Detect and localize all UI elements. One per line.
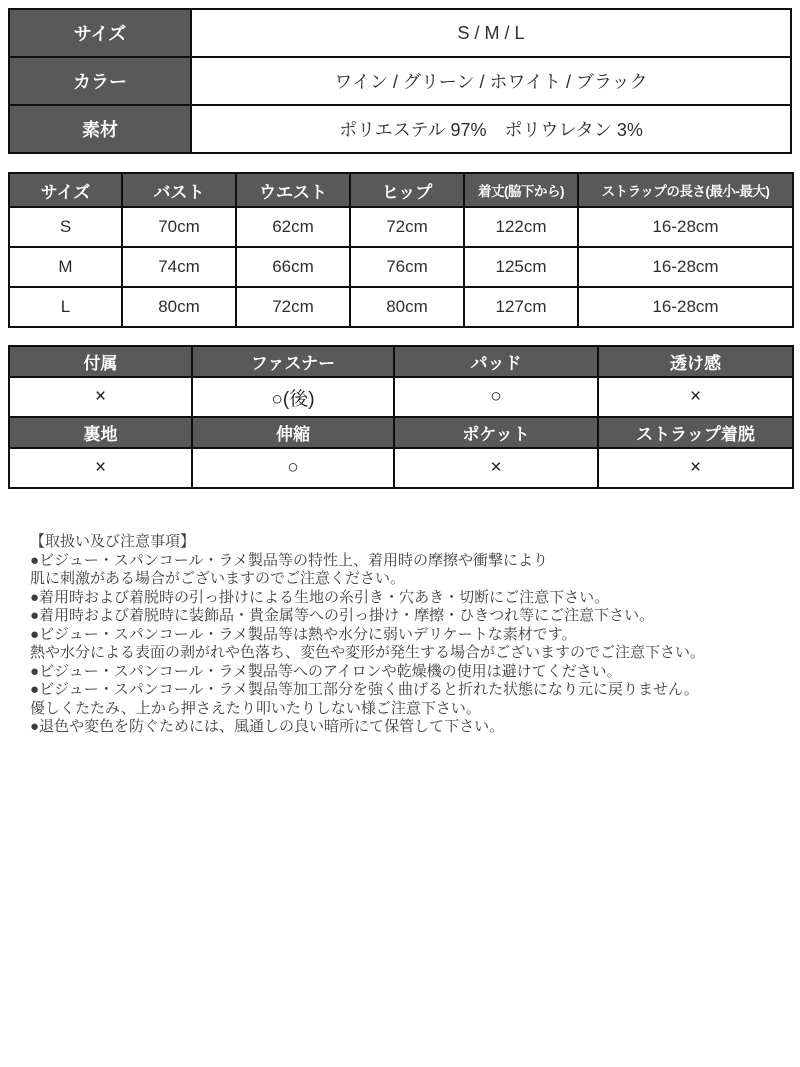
info-value-size: S / M / L — [191, 9, 791, 57]
value-lining: × — [9, 448, 192, 488]
cell-waist: 62cm — [236, 207, 350, 247]
product-info-table — [8, 8, 792, 154]
features-value-row-2 — [9, 448, 793, 488]
header-strap-length: ストラップの長さ(最小-最大) — [578, 173, 793, 207]
value-pad: ○ — [394, 377, 598, 417]
measurements-header-row — [9, 173, 793, 207]
cell-bust: 74cm — [122, 247, 236, 287]
cell-waist: 72cm — [236, 287, 350, 327]
cell-hip: 76cm — [350, 247, 464, 287]
cell-size: M — [9, 247, 122, 287]
note-line: ●ビジュー・スパンコール・ラメ製品等へのアイロンや乾燥機の使用は避けてください。 — [30, 662, 622, 680]
size-row-m — [9, 247, 793, 287]
header-length: 着丈(脇下から) — [464, 173, 578, 207]
note-line: 優しくたたみ、上から押さえたり叩いたりしない様ご注意下さい。 — [30, 699, 481, 717]
info-label-material: 素材 — [9, 105, 191, 153]
measurements-table — [8, 172, 794, 328]
value-strap-removable: × — [598, 448, 793, 488]
cell-waist: 66cm — [236, 247, 350, 287]
table-row — [9, 9, 791, 57]
cell-strap-length: 16-28cm — [578, 287, 793, 327]
table-row — [9, 105, 791, 153]
cell-length: 127cm — [464, 287, 578, 327]
value-fastener: ○(後) — [192, 377, 394, 417]
note-line: ●着用時および着脱時の引っ掛けによる生地の糸引き・穴あき・切断にご注意下さい。 — [30, 588, 610, 606]
note-line: ●着用時および着脱時に装飾品・貴金属等への引っ掛け・摩擦・ひきつれ等にご注意下さい。 — [30, 607, 655, 624]
header-size: サイズ — [9, 173, 122, 207]
info-label-color: カラー — [9, 57, 191, 105]
size-row-l — [9, 287, 793, 327]
info-value-color: ワイン / グリーン / ホワイト / ブラック — [191, 57, 791, 105]
cell-bust: 70cm — [122, 207, 236, 247]
cell-size: L — [9, 287, 122, 327]
info-label-size: サイズ — [9, 9, 191, 57]
features-header-row-1 — [9, 346, 793, 377]
header-pocket: ポケット — [394, 417, 598, 448]
note-line: ●ビジュー・スパンコール・ラメ製品等の特性上、着用時の摩擦や衝撃により — [30, 551, 549, 569]
note-line: ●ビジュー・スパンコール・ラメ製品等加工部分を強く曲げると折れた状態になり元に戻りません。 — [30, 681, 699, 698]
value-sheerness: × — [598, 377, 793, 417]
cell-length: 122cm — [464, 207, 578, 247]
size-row-s — [9, 207, 793, 247]
cell-hip: 80cm — [350, 287, 464, 327]
header-fastener: ファスナー — [192, 346, 394, 377]
care-notes — [30, 533, 792, 737]
header-stretch: 伸縮 — [192, 417, 394, 448]
care-notes-title: 【取扱い及び注意事項】 — [30, 533, 196, 550]
note-line: ●ビジュー・スパンコール・ラメ製品等は熱や水分に弱いデリケートな素材です。 — [30, 625, 577, 643]
header-bust: バスト — [122, 173, 236, 207]
note-line: 肌に刺激がある場合がございますのでご注意ください。 — [30, 570, 406, 587]
header-lining: 裏地 — [9, 417, 192, 448]
features-table — [8, 345, 794, 489]
header-strap-removable: ストラップ着脱 — [598, 417, 793, 448]
header-accessories: 付属 — [9, 346, 192, 377]
header-waist: ウエスト — [236, 173, 350, 207]
value-pocket: × — [394, 448, 598, 488]
note-line: ●退色や変色を防ぐためには、風通しの良い暗所にて保管して下さい。 — [30, 718, 505, 735]
note-line: 熱や水分による表面の剥がれや色落ち、変色や変形が発生する場合がございますのでご注意下さい。 — [30, 644, 706, 661]
header-hip: ヒップ — [350, 173, 464, 207]
cell-strap-length: 16-28cm — [578, 207, 793, 247]
header-sheerness: 透け感 — [598, 346, 793, 377]
cell-strap-length: 16-28cm — [578, 247, 793, 287]
info-value-material: ポリエステル 97% ポリウレタン 3% — [191, 105, 791, 153]
value-accessories: × — [9, 377, 192, 417]
table-row — [9, 57, 791, 105]
cell-length: 125cm — [464, 247, 578, 287]
cell-hip: 72cm — [350, 207, 464, 247]
features-value-row-1 — [9, 377, 793, 417]
features-header-row-2 — [9, 417, 793, 448]
value-stretch: ○ — [192, 448, 394, 488]
header-pad: パッド — [394, 346, 598, 377]
cell-size: S — [9, 207, 122, 247]
cell-bust: 80cm — [122, 287, 236, 327]
